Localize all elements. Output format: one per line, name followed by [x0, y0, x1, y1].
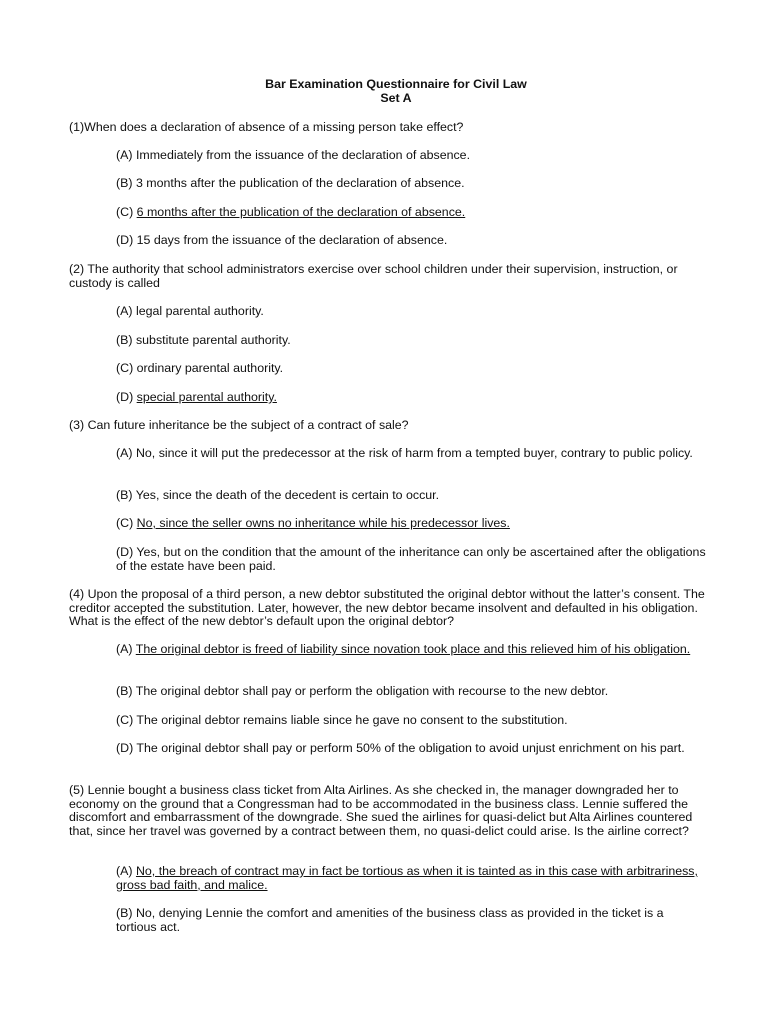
question-2-option-c: [116, 362, 706, 376]
option-prefix: (C): [116, 205, 137, 219]
question-1: (1)When does a declaration of absence of a missing person take effect?: [69, 120, 464, 134]
option-text: ordinary parental authority.: [136, 361, 284, 375]
question-3-option-b: [116, 489, 706, 503]
question-5: (5) Lennie bought a business class ticket from Alta Airlines. As she checked in, the manager downgraded her to economy on the ground that a Congressman had to be accommodated in the business class. Lennie suffered the discomfort and embarrassment of the downgrade. She sued the airlines for quasi-delict but Alta Airlines countered that, since her travel was governed by a contract between them, no quasi-delict could arise. Is the airline correct?: [69, 783, 693, 838]
option-text: No, since it will put the predecessor at the risk of harm from a tempted buyer, contrary to public policy.: [135, 446, 693, 460]
option-prefix: (A): [116, 864, 136, 878]
option-text-underlined-answer: special parental authority.: [136, 390, 277, 404]
option-text-underlined-answer: The original debtor is freed of liability since novation took place and this relieved him of his obligation.: [135, 642, 691, 656]
option-text: legal parental authority.: [135, 304, 264, 318]
option-prefix: (A): [116, 304, 136, 318]
question-4-option-c: [116, 714, 706, 728]
question-2: (2) The authority that school administrators exercise over school children under their supervision, instruction, or custody is called: [69, 262, 678, 290]
option-prefix: (D): [116, 741, 137, 755]
option-prefix: (D): [116, 545, 137, 559]
option-text: 15 days from the issuance of the declaration of absence.: [136, 233, 448, 247]
option-prefix: (B): [116, 684, 136, 698]
option-text-underlined-answer: No, since the seller owns no inheritance while his predecessor lives.: [136, 516, 510, 530]
option-prefix: (A): [116, 148, 136, 162]
question-5-option-a: [116, 865, 706, 892]
question-2-option-d: [116, 391, 706, 405]
option-prefix: (A): [116, 446, 136, 460]
document-title-block: [0, 78, 768, 105]
option-text-underlined-answer: No, the breach of contract may in fact be tortious as when it is tainted as in this case with arbitrariness, gross bad faith, and malice.: [116, 864, 698, 892]
option-prefix: (D): [116, 233, 137, 247]
question-1-option-c: [116, 206, 706, 220]
option-prefix: (B): [116, 333, 136, 347]
question-3: (3) Can future inheritance be the subject of a contract of sale?: [69, 418, 409, 432]
document-subtitle: Set A: [380, 90, 412, 105]
option-prefix: (D): [116, 390, 137, 404]
option-text-underlined-answer: 6 months after the publication of the declaration of absence.: [136, 205, 466, 219]
document-title: Bar Examination Questionnaire for Civil Law: [265, 77, 527, 91]
option-text: No, denying Lennie the comfort and amenities of the business class as provided in the ticket is a tortious act.: [116, 906, 664, 934]
option-prefix: (C): [116, 713, 137, 727]
question-4-option-a: [116, 643, 706, 657]
option-prefix: (A): [116, 642, 136, 656]
question-3-option-a: [116, 447, 706, 461]
option-text: Yes, but on the condition that the amount of the inheritance can only be ascertained after the obligations of the estate have been paid.: [116, 545, 706, 573]
question-1-option-a: [116, 149, 706, 163]
option-prefix: (C): [116, 516, 137, 530]
option-prefix: (B): [116, 906, 136, 920]
question-3-option-c: [116, 517, 706, 531]
option-text: 3 months after the publication of the declaration of absence.: [135, 176, 465, 190]
option-prefix: (B): [116, 488, 136, 502]
question-3-option-d: [116, 546, 706, 573]
question-2-option-b: [116, 334, 706, 348]
option-text: Immediately from the issuance of the declaration of absence.: [135, 148, 471, 162]
question-4-option-b: [116, 685, 706, 699]
option-text: substitute parental authority.: [135, 333, 291, 347]
option-text: Yes, since the death of the decedent is certain to occur.: [135, 488, 440, 502]
question-4: (4) Upon the proposal of a third person, a new debtor substituted the original debtor without the latter’s consent. The creditor accepted the substitution. Later, however, the new debtor became insolvent and defaulted in his obligation. What is the effect of the new debtor’s default upon the original debtor?: [69, 587, 705, 629]
question-1-option-b: [116, 177, 706, 191]
option-text: The original debtor shall pay or perform the obligation with recourse to the new debtor.: [135, 684, 609, 698]
question-2-option-a: [116, 305, 706, 319]
option-text: The original debtor remains liable since he gave no consent to the substitution.: [136, 713, 568, 727]
question-1-option-d: [116, 234, 706, 248]
option-text: The original debtor shall pay or perform 50% of the obligation to avoid unjust enrichment on his part.: [136, 741, 685, 755]
option-prefix: (C): [116, 361, 137, 375]
question-4-option-d: [116, 742, 706, 756]
question-5-option-b: [116, 907, 706, 934]
option-prefix: (B): [116, 176, 136, 190]
